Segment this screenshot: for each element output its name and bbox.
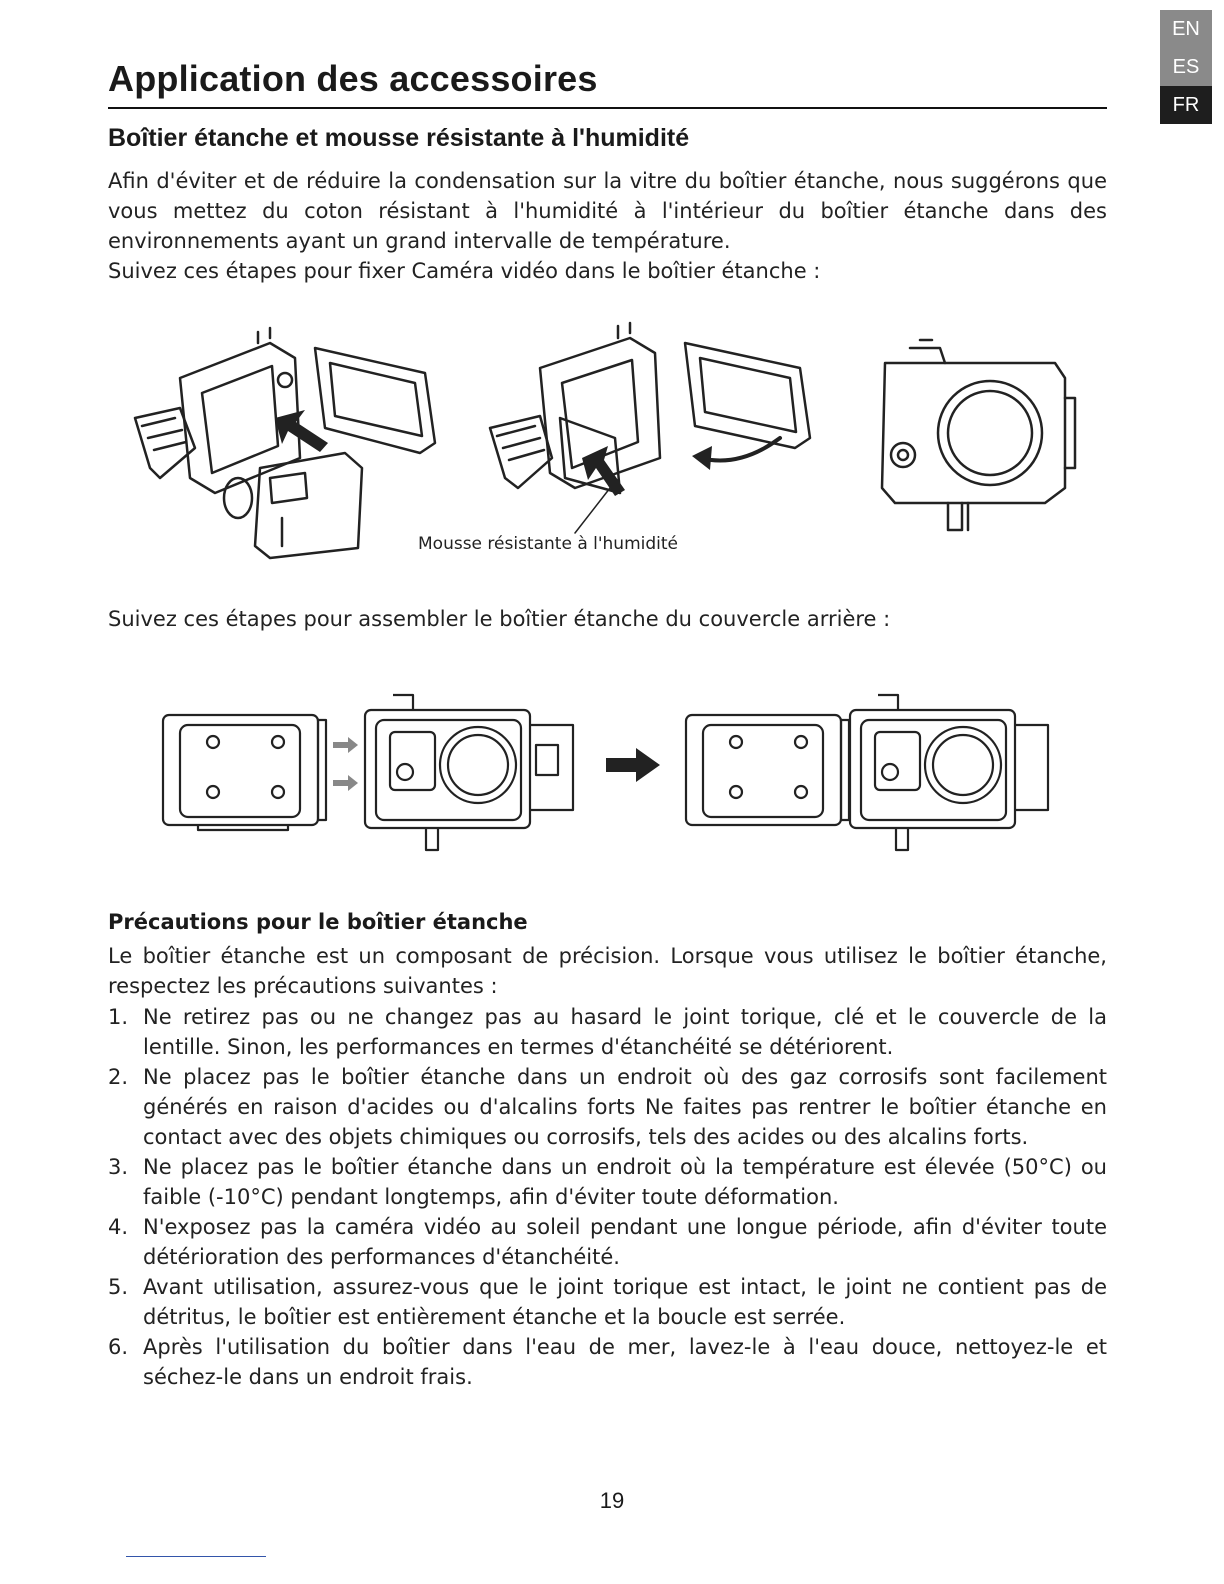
list-item: 4. N'exposez pas la caméra vidéo au soleil pendant une longue période, afin d'éviter toute détérioration des performances d'étanchéité. [108, 1215, 1107, 1269]
foam-callout-line [575, 488, 610, 533]
page-title: Application des accessoires [108, 58, 598, 99]
section-title: Boîtier étanche et mousse résistante à l'humidité [108, 124, 690, 152]
lang-tab-es[interactable]: ES [1160, 48, 1212, 86]
housing-insert-figure [120, 318, 1080, 568]
rear-cover-assembly-figure [158, 690, 1058, 860]
precautions-intro: Le boîtier étanche est un composant de précision. Lorsque vous utilisez le boîtier étanche, respectez les précautions suivantes : [108, 944, 1107, 998]
closed-housing-illustration [882, 340, 1075, 530]
list-item: 5. Avant utilisation, assurez-vous que le joint torique est intact, le joint ne contient pas de détritus, le boîtier est entièrement étanche et la boucle est serrée. [108, 1275, 1107, 1329]
list-item: 2. Ne placez pas le boîtier étanche dans un endroit où des gaz corrosifs sont facilement générés en raison d'acides ou d'alcalins forts Ne faites pas rentrer le boîtier étanche en contact avec des objets chimiques ou corrosifs, tels des acides ou des alcalins forts. [108, 1065, 1107, 1149]
insert-arrow-icon [275, 410, 328, 452]
precautions-list [108, 1002, 1107, 1392]
rear-cover-illustration [163, 715, 326, 830]
footer-divider [126, 1556, 266, 1557]
steps-fix-text: Suivez ces étapes pour fixer Caméra vidéo dans le boîtier étanche : [108, 259, 821, 283]
housing-front-illustration [365, 695, 573, 850]
foam-caption: Mousse résistante à l'humidité [418, 534, 679, 554]
list-item: 3. Ne placez pas le boîtier étanche dans un endroit où la température est élevée (50°C) ou faible (-10°C) pendant longtemps, afin d'éviter toute déformation. [108, 1155, 1107, 1209]
list-item: 6. Après l'utilisation du boîtier dans l'eau de mer, lavez-le à l'eau douce, nettoyez-le et séchez-le dans un endroit frais. [108, 1335, 1107, 1389]
page-number: 19 [599, 1488, 625, 1513]
lang-tab-fr[interactable]: FR [1160, 86, 1212, 124]
result-arrow-icon [606, 748, 660, 782]
open-housing-illustration-1 [135, 328, 435, 493]
language-tabs [1160, 10, 1212, 124]
list-item: 1. Ne retirez pas ou ne changez pas au hasard le joint torique, clé et le couvercle de la lentille. Sinon, les performances en termes d'étanchéité se détériorent. [108, 1005, 1107, 1059]
camera-illustration [224, 453, 362, 558]
steps-assemble-text: Suivez ces étapes pour assembler le boîtier étanche du couvercle arrière : [108, 607, 891, 631]
lang-tab-en[interactable]: EN [1160, 10, 1212, 48]
open-housing-illustration-2 [490, 323, 810, 493]
assembled-housing-illustration [686, 695, 1048, 850]
attach-arrows-icon [333, 737, 358, 791]
section-intro: Afin d'éviter et de réduire la condensation sur la vitre du boîtier étanche, nous suggérons que vous mettez du coton résistant à l'humidité à l'intérieur du boîtier étanche dans des environnements ayant un grand intervalle de température. [108, 169, 1107, 253]
precautions-title: Précautions pour le boîtier étanche [108, 910, 528, 934]
title-divider [108, 107, 1107, 109]
